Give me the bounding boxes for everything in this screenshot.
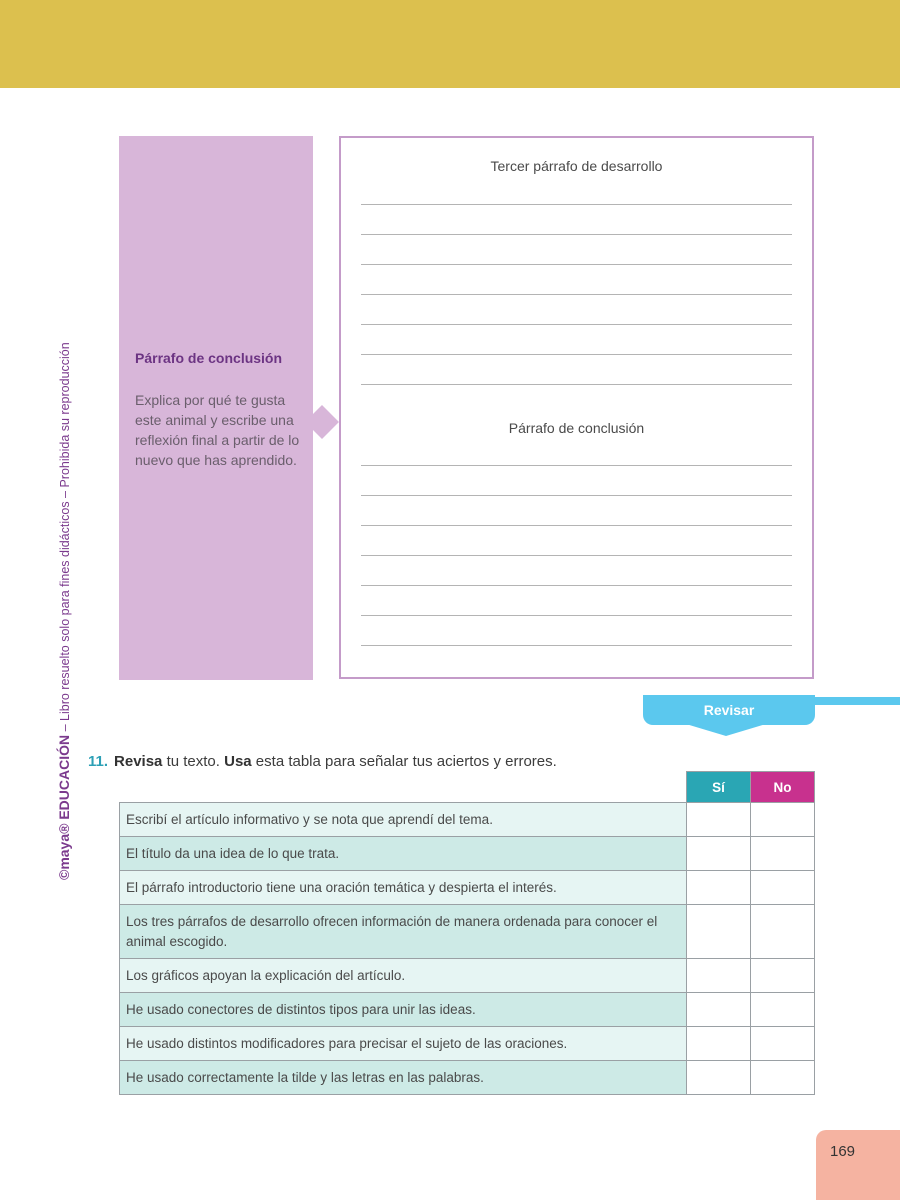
page-number-tab [816,1130,900,1200]
section-title-third-paragraph: Tercer párrafo de desarrollo [490,158,663,174]
criterion-cell: He usado correctamente la tilde y las letras en las palabras. [120,1061,687,1095]
writing-line[interactable] [361,615,792,616]
writing-line[interactable] [361,264,792,265]
checkbox-si[interactable] [687,803,751,837]
page-number: 169 [830,1143,856,1160]
section-title-conclusion: Párrafo de conclusión [508,420,645,436]
writing-line[interactable] [361,555,792,556]
review-checklist-table [119,771,815,1095]
writing-line[interactable] [361,495,792,496]
table-row [120,837,815,871]
table-header-row [120,772,815,803]
checkbox-no[interactable] [751,993,815,1027]
criterion-cell: He usado conectores de distintos tipos para unir las ideas. [120,993,687,1027]
revisar-banner-tail [812,697,900,705]
table-row [120,871,815,905]
checkbox-si[interactable] [687,1061,751,1095]
checkbox-si[interactable] [687,1027,751,1061]
table-row [120,803,815,837]
writing-line[interactable] [361,585,792,586]
criterion-cell: El título da una idea de lo que trata. [120,837,687,871]
checkbox-no[interactable] [751,959,815,993]
publisher-brand: ©maya® EDUCACIÓN [56,734,72,880]
instruction-panel [119,136,313,680]
writing-line[interactable] [361,465,792,466]
table-row [120,1027,815,1061]
checkbox-si[interactable] [687,837,751,871]
checkbox-no[interactable] [751,871,815,905]
table-row [120,993,815,1027]
checkbox-no[interactable] [751,905,815,959]
checkbox-no[interactable] [751,837,815,871]
criterion-cell: Los tres párrafos de desarrollo ofrecen información de manera ordenada para conocer el animal escogido. [120,905,687,959]
revisar-banner: Revisar [643,695,815,725]
top-color-band [0,0,900,88]
checkbox-si[interactable] [687,871,751,905]
criterion-cell: Los gráficos apoyan la explicación del artículo. [120,959,687,993]
table-row [120,959,815,993]
checkbox-no[interactable] [751,803,815,837]
table-row [120,905,815,959]
writing-line[interactable] [361,204,792,205]
instruction-heading: Párrafo de conclusión [135,350,283,366]
question-number: 11. [88,753,109,770]
writing-line[interactable] [361,525,792,526]
checkbox-si[interactable] [687,959,751,993]
column-header-no: No [751,772,815,803]
instruction-description: Explica por qué te gusta este animal y escribe una reflexión final a partir de lo nuevo que has aprendido. [135,392,300,468]
question-text-part1: tu texto. [162,753,225,770]
question-verb-usa: Usa [224,753,252,770]
criterion-cell: He usado distintos modificadores para precisar el sujeto de las oraciones. [120,1027,687,1061]
writing-area [339,136,814,679]
criterion-cell: El párrafo introductorio tiene una oración temática y despierta el interés. [120,871,687,905]
writing-line[interactable] [361,234,792,235]
writing-line[interactable] [361,324,792,325]
question-11 [88,753,557,770]
question-verb-revisa: Revisa [114,753,163,770]
writing-line[interactable] [361,645,792,646]
checkbox-si[interactable] [687,993,751,1027]
column-header-si: Sí [687,772,751,803]
writing-line[interactable] [361,294,792,295]
checkbox-si[interactable] [687,905,751,959]
copyright-text: – Libro resuelto solo para fines didácticos – Prohibida su reproducción [58,342,72,735]
header-empty-cell [120,772,687,803]
checkbox-no[interactable] [751,1027,815,1061]
copyright-sidebar [56,342,72,880]
writing-line[interactable] [361,354,792,355]
table-row [120,1061,815,1095]
writing-line[interactable] [361,384,792,385]
revisar-arrow-icon [686,724,766,736]
checkbox-no[interactable] [751,1061,815,1095]
question-text-part2: esta tabla para señalar tus aciertos y errores. [251,753,557,770]
criterion-cell: Escribí el artículo informativo y se nota que aprendí del tema. [120,803,687,837]
